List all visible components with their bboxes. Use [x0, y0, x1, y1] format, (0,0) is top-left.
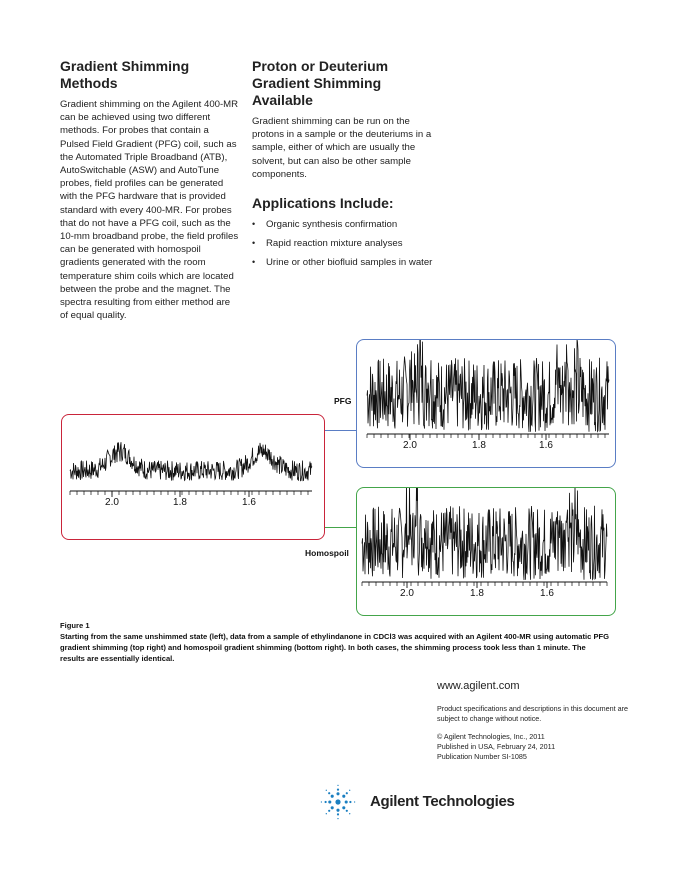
disclaimer: Product specifications and descriptions in this document are subject to change without notice. — [437, 704, 628, 723]
spark-dot — [326, 790, 327, 791]
spark-dot — [321, 801, 322, 802]
homospoil-spectrum — [357, 488, 615, 615]
spark-dot — [337, 818, 338, 819]
caption-text: Starting from the same unshimmed state (left), data from a sample of ethylindanone in CDCl3 was acquired with an Agilent 400-MR using automatic PFG gradient shimming (top right) and homospoil gradient shimming (bottom right). In both cases, the shimming process took less than 1 minute. The results are essentially identical. — [60, 632, 610, 663]
website-link[interactable]: www.agilent.com — [437, 680, 520, 692]
axis-tick-label: 1.6 — [242, 497, 256, 508]
caption-title: Figure 1 — [60, 621, 90, 630]
spark-dot — [346, 810, 348, 812]
gradient-shimming-body: Gradient shimming on the Agilent 400-MR can be achieved using two different methods. For probes that contain a Pulsed Field Gradient (PFG) coil, such as the Automated Triple Broadband (ATB), AutoSwitchable (ASW) and AutoTune probes, field profiles can be generated with the PFG hardware that is provided standard with every 400-MR. For probes that do not have a PFG coil, such as the 10-mm broadband probe, the field profiles can be generated with homospoil gradients generated with the room temperature shim coils which are located between the probe and the magnet. The spectra resulting from either method are of equal quality. — [60, 99, 239, 322]
spark-dot — [336, 809, 339, 812]
list-item: • Rapid reaction mixture analyses — [252, 237, 437, 250]
spark-dot — [337, 785, 338, 786]
section-title-proton-deuterium: Proton or Deuterium Gradient Shimming Available — [252, 58, 389, 108]
spark-dot — [328, 810, 330, 812]
spark-dot — [336, 792, 339, 795]
footer — [437, 680, 637, 762]
spark-dot — [354, 801, 355, 802]
spark-dot — [331, 795, 334, 798]
spectrum-trace — [362, 488, 607, 580]
axis-tick-label: 1.8 — [472, 440, 486, 451]
axis-tick-label: 2.0 — [403, 440, 417, 451]
proton-deuterium-body: Gradient shimming can be run on the protons in a sample or the deuteriums in a sample, either of which are usually the solvent, but can also be other sample components. — [252, 116, 432, 180]
spark-dot — [349, 813, 350, 814]
spark-dot — [345, 800, 348, 803]
spark-dot — [349, 790, 350, 791]
figure-caption — [60, 620, 610, 664]
homospoil-spectrum-panel — [356, 487, 616, 616]
spark-dot — [331, 806, 334, 809]
spectrum-trace — [367, 340, 609, 432]
spark-dot — [337, 813, 339, 815]
spark-dot — [328, 800, 331, 803]
spark-center — [335, 799, 340, 804]
section-title-gradient-shimming: Gradient Shimming Methods — [60, 58, 190, 91]
spark-dot — [337, 789, 339, 791]
left-column — [60, 58, 240, 322]
unshimmed-spectrum-panel — [61, 414, 325, 540]
list-item: • Urine or other biofluid samples in water — [252, 256, 437, 269]
axis-tick-label: 2.0 — [105, 497, 119, 508]
agilent-logo — [318, 784, 528, 820]
homospoil-label: Homospoil — [305, 548, 349, 558]
axis-tick-label: 1.6 — [539, 440, 553, 451]
spark-dot — [342, 806, 345, 809]
axis-tick-label: 1.8 — [470, 588, 484, 599]
axis-tick-label: 2.0 — [400, 588, 414, 599]
applications-list — [252, 218, 437, 269]
unshimmed-spectrum — [62, 415, 324, 539]
pfg-label: PFG — [334, 396, 352, 406]
copyright: © Agilent Technologies, Inc., 2011 — [437, 732, 545, 741]
right-column — [252, 58, 437, 275]
published-date: Published in USA, February 24, 2011 — [437, 742, 556, 751]
axis-tick-label: 1.8 — [173, 497, 187, 508]
pfg-spectrum-panel — [356, 339, 616, 468]
connector-pfg — [323, 430, 356, 431]
applications-title: Applications Include: — [252, 195, 394, 212]
spark-dot — [346, 792, 348, 794]
spark-dot — [342, 795, 345, 798]
logo-text: Agilent Technologies — [370, 793, 515, 810]
spectrum-trace — [70, 442, 312, 481]
pfg-spectrum — [357, 340, 615, 467]
spark-icon — [318, 784, 362, 820]
spark-dot — [328, 792, 330, 794]
axis-tick-label: 1.6 — [540, 588, 554, 599]
spark-dot — [326, 813, 327, 814]
connector-homospoil — [323, 527, 356, 528]
publication-number: Publication Number SI-1085 — [437, 752, 527, 761]
spark-dot — [325, 801, 327, 803]
list-item: • Organic synthesis confirmation — [252, 218, 437, 231]
spark-dot — [349, 801, 351, 803]
